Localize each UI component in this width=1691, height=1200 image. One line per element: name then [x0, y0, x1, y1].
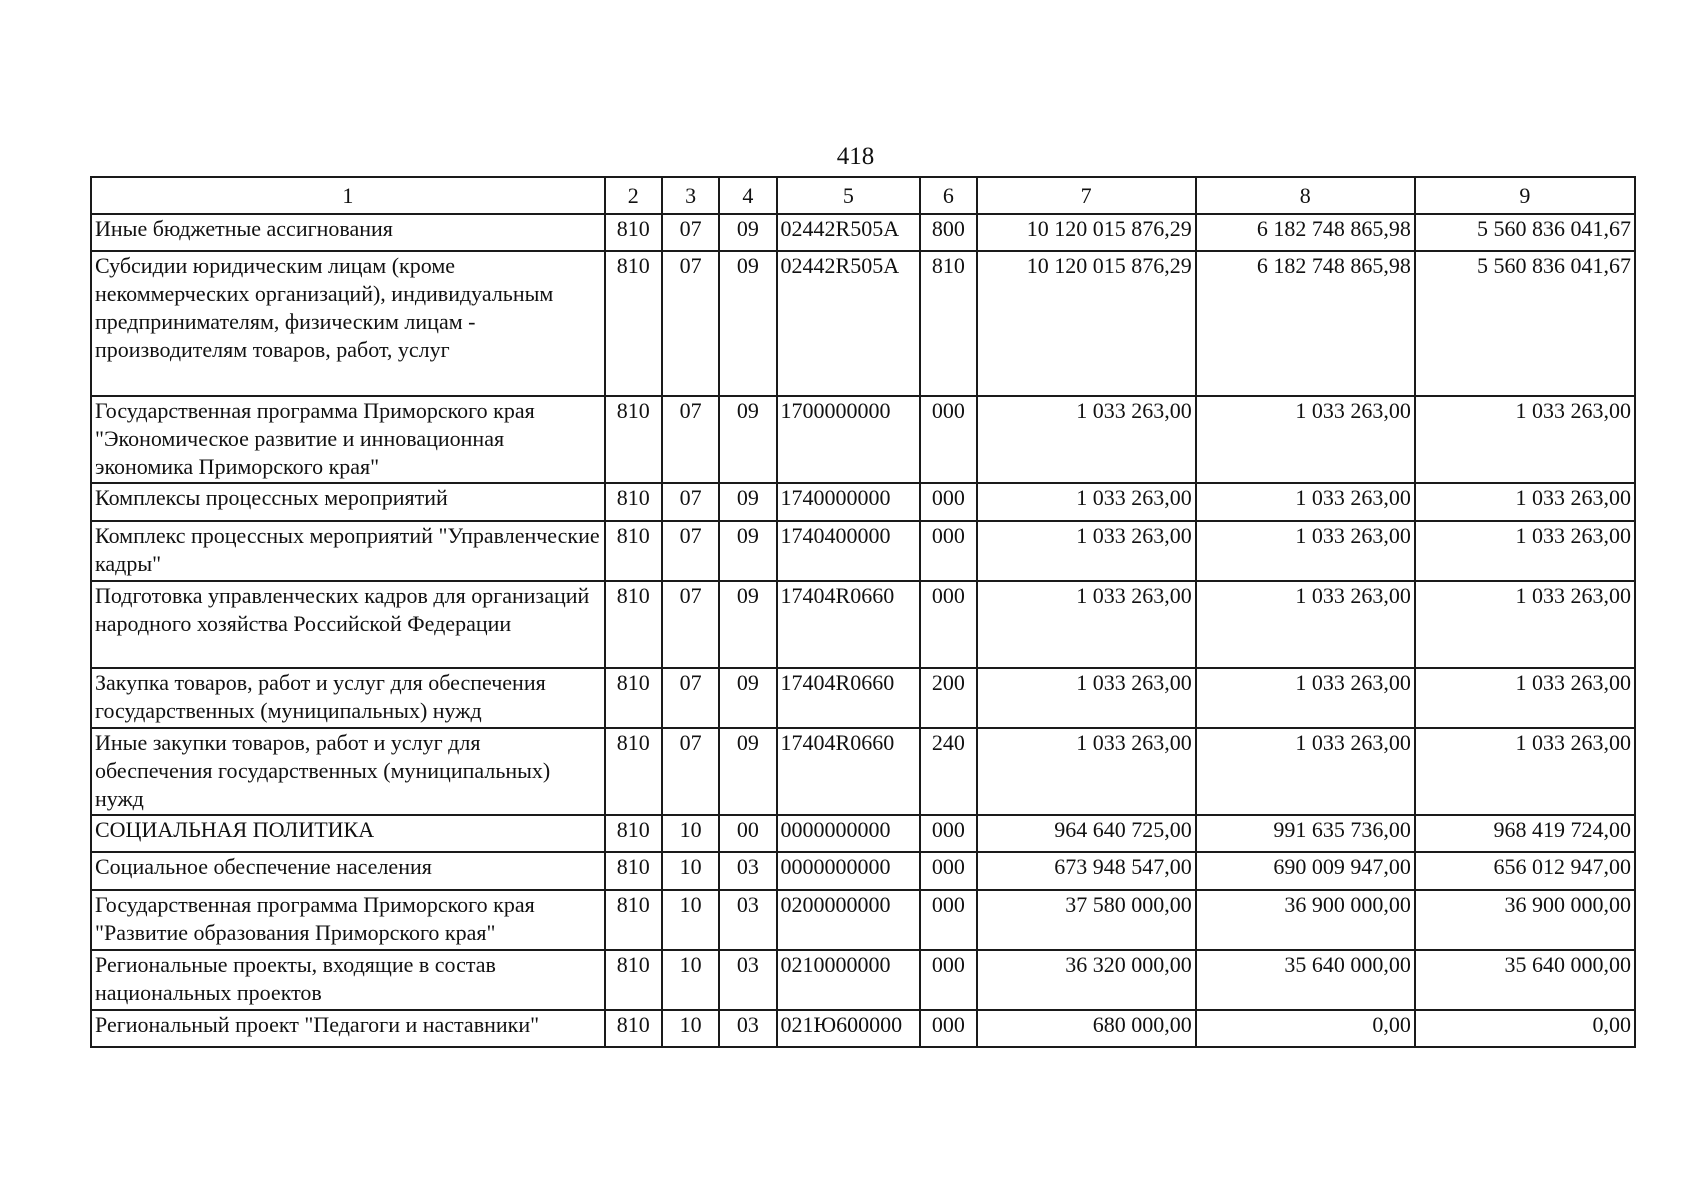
table-row: [91, 251, 1635, 396]
code-col3: 07: [662, 668, 719, 728]
row-name: Комплексы процессных мероприятий: [91, 483, 605, 521]
code-col4: 09: [719, 581, 776, 668]
code-col2: 810: [605, 251, 662, 396]
row-name: Подготовка управленческих кадров для организаций народного хозяйства Российской Федерации: [91, 581, 605, 668]
table-row: [91, 815, 1635, 852]
amount-col7: 1 033 263,00: [977, 728, 1196, 815]
table-row: [91, 728, 1635, 815]
row-name: Государственная программа Приморского края "Экономическое развитие и инновационная экономика Приморского края": [91, 396, 605, 483]
amount-col9: 0,00: [1415, 1010, 1635, 1047]
code-col3: 07: [662, 521, 719, 581]
code-col2: 810: [605, 483, 662, 521]
amount-col9: 1 033 263,00: [1415, 728, 1635, 815]
amount-col7: 673 948 547,00: [977, 852, 1196, 890]
code-col2: 810: [605, 521, 662, 581]
amount-col8: 1 033 263,00: [1196, 581, 1415, 668]
code-col5: 1700000000: [777, 396, 921, 483]
code-col2: 810: [605, 581, 662, 668]
amount-col9: 1 033 263,00: [1415, 396, 1635, 483]
code-col5: 1740000000: [777, 483, 921, 521]
code-col3: 10: [662, 890, 719, 950]
amount-col9: 1 033 263,00: [1415, 668, 1635, 728]
table-row: [91, 950, 1635, 1010]
table-row: [91, 581, 1635, 668]
amount-col7: 964 640 725,00: [977, 815, 1196, 852]
header-cell: 2: [605, 177, 662, 214]
code-col6: 000: [920, 950, 976, 1010]
code-col4: 03: [719, 890, 776, 950]
code-col5: 02442R505A: [777, 214, 921, 251]
row-name: Региональные проекты, входящие в состав национальных проектов: [91, 950, 605, 1010]
code-col2: 810: [605, 815, 662, 852]
code-col5: 0000000000: [777, 852, 921, 890]
code-col4: 09: [719, 396, 776, 483]
code-col3: 07: [662, 728, 719, 815]
page-number: 418: [836, 143, 875, 170]
amount-col7: 1 033 263,00: [977, 521, 1196, 581]
amount-col8: 36 900 000,00: [1196, 890, 1415, 950]
code-col4: 03: [719, 1010, 776, 1047]
code-col6: 000: [920, 483, 976, 521]
table-row: [91, 521, 1635, 581]
code-col5: 0210000000: [777, 950, 921, 1010]
code-col3: 10: [662, 815, 719, 852]
code-col6: 800: [920, 214, 976, 251]
code-col6: 000: [920, 890, 976, 950]
table-row: [91, 1010, 1635, 1047]
budget-table: [90, 176, 1636, 1048]
header-cell: 1: [91, 177, 605, 214]
amount-col7: 10 120 015 876,29: [977, 214, 1196, 251]
row-name: Комплекс процессных мероприятий "Управленческие кадры": [91, 521, 605, 581]
table-row: [91, 396, 1635, 483]
amount-col9: 5 560 836 041,67: [1415, 251, 1635, 396]
amount-col8: 1 033 263,00: [1196, 728, 1415, 815]
code-col5: 0200000000: [777, 890, 921, 950]
amount-col9: 1 033 263,00: [1415, 483, 1635, 521]
table-row: [91, 483, 1635, 521]
amount-col7: 1 033 263,00: [977, 581, 1196, 668]
code-col4: 09: [719, 251, 776, 396]
code-col3: 07: [662, 483, 719, 521]
amount-col8: 1 033 263,00: [1196, 521, 1415, 581]
header-cell: 4: [719, 177, 776, 214]
amount-col7: 1 033 263,00: [977, 483, 1196, 521]
code-col5: 17404R0660: [777, 581, 921, 668]
code-col2: 810: [605, 728, 662, 815]
header-cell: 9: [1415, 177, 1635, 214]
code-col4: 09: [719, 214, 776, 251]
amount-col9: 36 900 000,00: [1415, 890, 1635, 950]
header-cell: 6: [920, 177, 976, 214]
table-row: [91, 852, 1635, 890]
amount-col8: 991 635 736,00: [1196, 815, 1415, 852]
code-col6: 000: [920, 1010, 976, 1047]
header-cell: 3: [662, 177, 719, 214]
code-col3: 07: [662, 251, 719, 396]
amount-col8: 1 033 263,00: [1196, 483, 1415, 521]
code-col2: 810: [605, 852, 662, 890]
amount-col9: 1 033 263,00: [1415, 581, 1635, 668]
code-col3: 10: [662, 1010, 719, 1047]
amount-col7: 1 033 263,00: [977, 668, 1196, 728]
table-header-row: [91, 177, 1635, 214]
amount-col7: 680 000,00: [977, 1010, 1196, 1047]
code-col6: 200: [920, 668, 976, 728]
code-col3: 07: [662, 396, 719, 483]
code-col5: 021Ю600000: [777, 1010, 921, 1047]
row-name: Государственная программа Приморского края "Развитие образования Приморского края": [91, 890, 605, 950]
row-name: Социальное обеспечение населения: [91, 852, 605, 890]
row-name: Субсидии юридическим лицам (кроме некоммерческих организаций), индивидуальным предпринимателям, физическим лицам - производителям товаров, работ, услуг: [91, 251, 605, 396]
row-name: Иные закупки товаров, работ и услуг для обеспечения государственных (муниципальных) нужд: [91, 728, 605, 815]
amount-col7: 36 320 000,00: [977, 950, 1196, 1010]
code-col4: 09: [719, 483, 776, 521]
amount-col8: 6 182 748 865,98: [1196, 214, 1415, 251]
code-col4: 03: [719, 852, 776, 890]
row-name: СОЦИАЛЬНАЯ ПОЛИТИКА: [91, 815, 605, 852]
code-col6: 000: [920, 581, 976, 668]
header-cell: 7: [977, 177, 1196, 214]
code-col6: 000: [920, 521, 976, 581]
code-col3: 07: [662, 581, 719, 668]
code-col2: 810: [605, 890, 662, 950]
code-col2: 810: [605, 668, 662, 728]
amount-col8: 1 033 263,00: [1196, 668, 1415, 728]
code-col6: 000: [920, 852, 976, 890]
code-col5: 02442R505A: [777, 251, 921, 396]
amount-col7: 1 033 263,00: [977, 396, 1196, 483]
code-col6: 000: [920, 396, 976, 483]
code-col4: 09: [719, 521, 776, 581]
code-col3: 10: [662, 852, 719, 890]
amount-col9: 1 033 263,00: [1415, 521, 1635, 581]
table-row: [91, 890, 1635, 950]
amount-col8: 6 182 748 865,98: [1196, 251, 1415, 396]
amount-col8: 690 009 947,00: [1196, 852, 1415, 890]
code-col5: 1740400000: [777, 521, 921, 581]
code-col5: 17404R0660: [777, 668, 921, 728]
code-col2: 810: [605, 1010, 662, 1047]
amount-col8: 1 033 263,00: [1196, 396, 1415, 483]
code-col5: 0000000000: [777, 815, 921, 852]
header-cell: 5: [777, 177, 921, 214]
amount-col9: 35 640 000,00: [1415, 950, 1635, 1010]
code-col6: 810: [920, 251, 976, 396]
code-col5: 17404R0660: [777, 728, 921, 815]
table-row: [91, 668, 1635, 728]
code-col2: 810: [605, 214, 662, 251]
row-name: Закупка товаров, работ и услуг для обеспечения государственных (муниципальных) нужд: [91, 668, 605, 728]
amount-col9: 968 419 724,00: [1415, 815, 1635, 852]
code-col2: 810: [605, 950, 662, 1010]
code-col6: 000: [920, 815, 976, 852]
code-col4: 00: [719, 815, 776, 852]
code-col4: 09: [719, 668, 776, 728]
code-col3: 07: [662, 214, 719, 251]
amount-col8: 0,00: [1196, 1010, 1415, 1047]
amount-col7: 10 120 015 876,29: [977, 251, 1196, 396]
header-cell: 8: [1196, 177, 1415, 214]
code-col4: 03: [719, 950, 776, 1010]
code-col2: 810: [605, 396, 662, 483]
amount-col7: 37 580 000,00: [977, 890, 1196, 950]
row-name: Иные бюджетные ассигнования: [91, 214, 605, 251]
amount-col9: 5 560 836 041,67: [1415, 214, 1635, 251]
row-name: Региональный проект "Педагоги и наставники": [91, 1010, 605, 1047]
code-col4: 09: [719, 728, 776, 815]
code-col3: 10: [662, 950, 719, 1010]
table-row: [91, 214, 1635, 251]
amount-col8: 35 640 000,00: [1196, 950, 1415, 1010]
amount-col9: 656 012 947,00: [1415, 852, 1635, 890]
code-col6: 240: [920, 728, 976, 815]
